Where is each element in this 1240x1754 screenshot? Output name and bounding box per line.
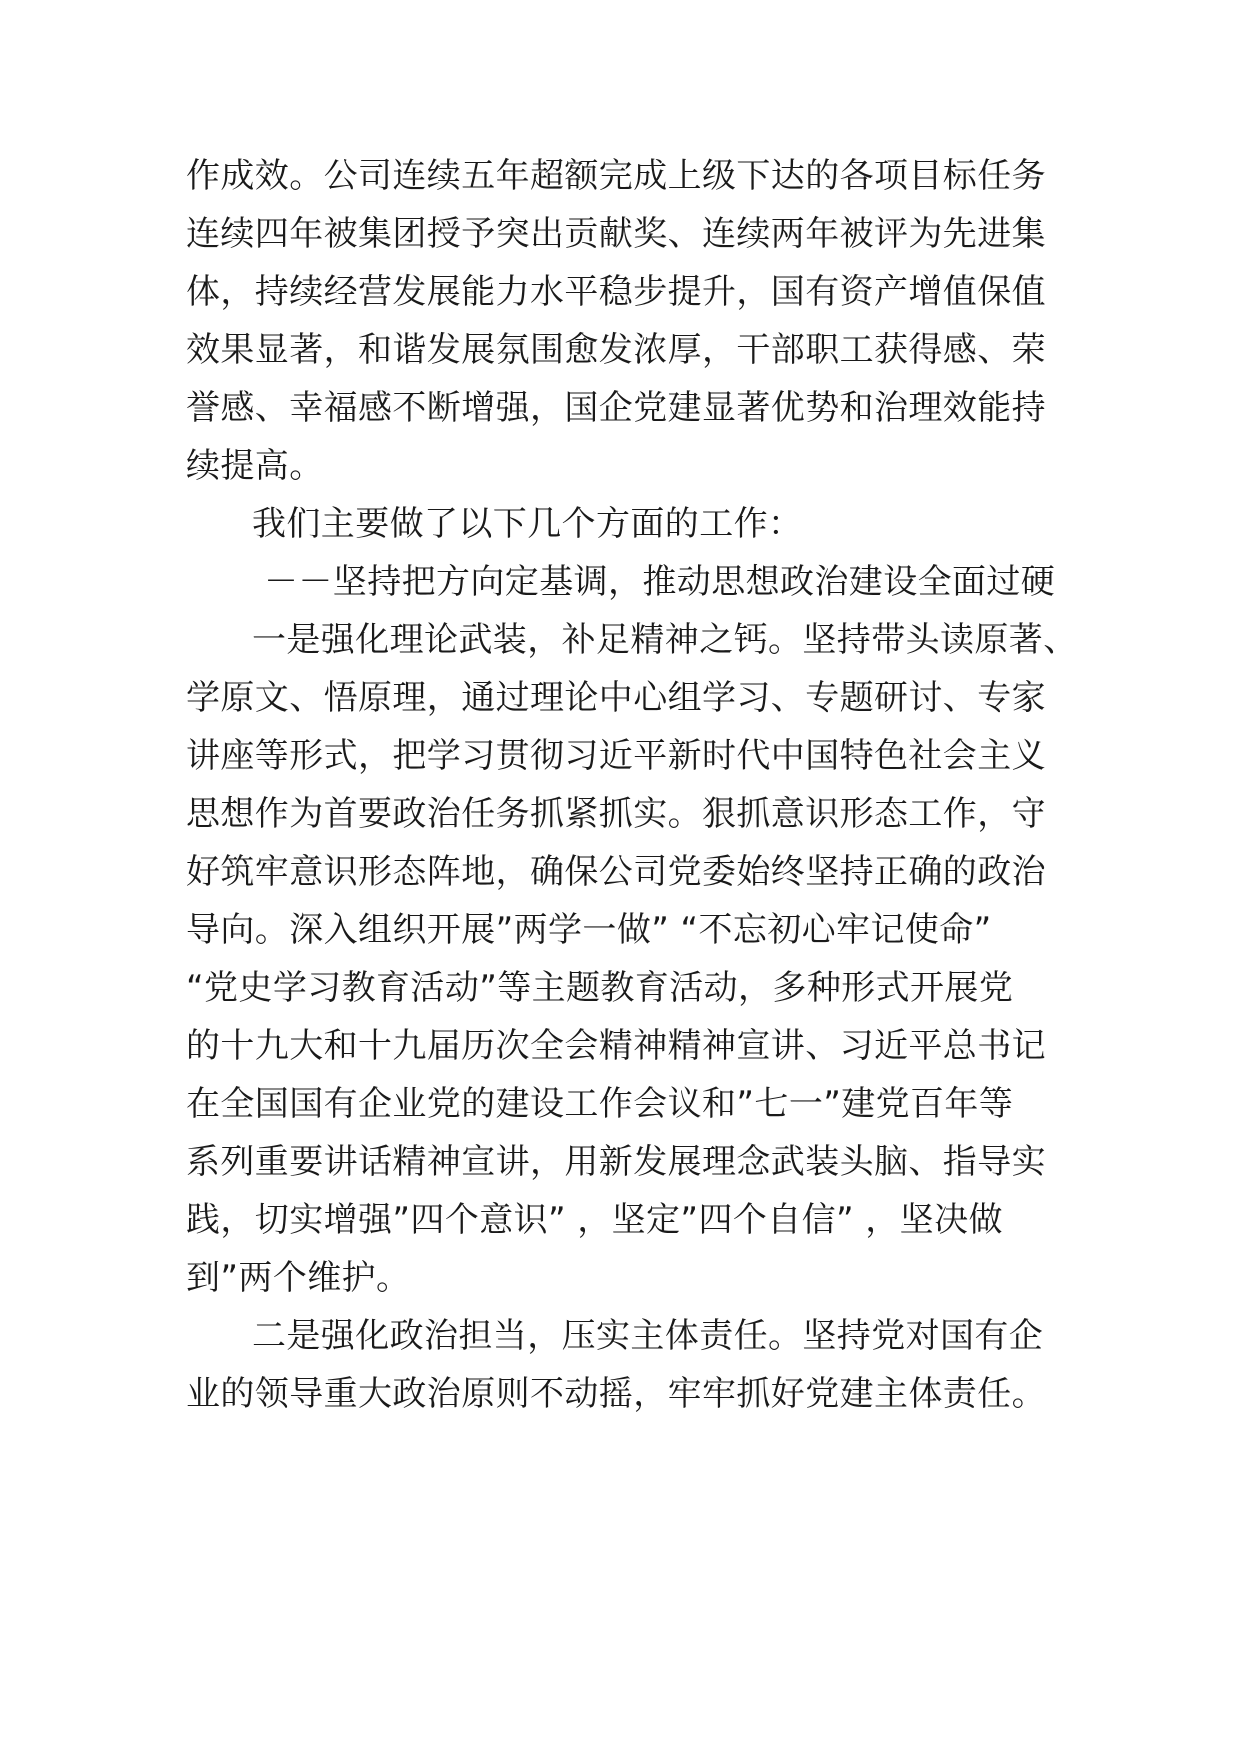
text-line: 系列重要讲话精神宣讲，用新发展理念武装头脑、指导实: [186, 1142, 1046, 1182]
text-line: 连续四年被集团授予突出贡献奖、连续两年被评为先进集: [186, 214, 1046, 254]
text-line: “党史学习教育活动”等主题教育活动，多种形式开展党: [186, 968, 1014, 1008]
text-line: 讲座等形式，把学习贯彻习近平新时代中国特色社会主义: [186, 736, 1046, 776]
text-line: 学原文、悟原理，通过理论中心组学习、专题研讨、专家: [186, 678, 1046, 718]
text-line: 续提高。: [186, 446, 324, 486]
text-line: 导向。深入组织开展”两学一做” “不忘初心牢记使命”: [186, 910, 992, 950]
text-line: 作成效。公司连续五年超额完成上级下达的各项目标任务: [186, 156, 1046, 196]
text-line: 效果显著，和谐发展氛围愈发浓厚，干部职工获得感、荣: [186, 330, 1046, 370]
paragraph-start: 一是强化理论武装，补足精神之钙。坚持带头读原著、: [252, 620, 1078, 660]
text-line: 好筑牢意识形态阵地，确保公司党委始终坚持正确的政治: [186, 852, 1046, 892]
text-line: 的十九大和十九届历次全会精神精神宣讲、习近平总书记: [186, 1026, 1046, 1066]
text-line: 业的领导重大政治原则不动摇，牢牢抓好党建主体责任。: [186, 1374, 1046, 1414]
paragraph-intro: 我们主要做了以下几个方面的工作：: [252, 504, 803, 544]
text-line: 誉感、幸福感不断增强，国企党建显著优势和治理效能持: [186, 388, 1046, 428]
text-line: 思想作为首要政治任务抓紧抓实。狠抓意识形态工作，守: [186, 794, 1046, 834]
text-line: 在全国国有企业党的建设工作会议和”七一”建党百年等: [186, 1084, 1014, 1124]
text-line: 到”两个维护。: [186, 1258, 411, 1298]
text-line: 践，切实增强”四个意识” ，坚定”四个自信” ，坚决做: [186, 1200, 1003, 1240]
text-line: 体，持续经营发展能力水平稳步提升，国有资产增值保值: [186, 272, 1046, 312]
section-heading: －－坚持把方向定基调，推动思想政治建设全面过硬: [264, 562, 1056, 602]
paragraph-start: 二是强化政治担当，压实主体责任。坚持党对国有企: [252, 1316, 1044, 1356]
